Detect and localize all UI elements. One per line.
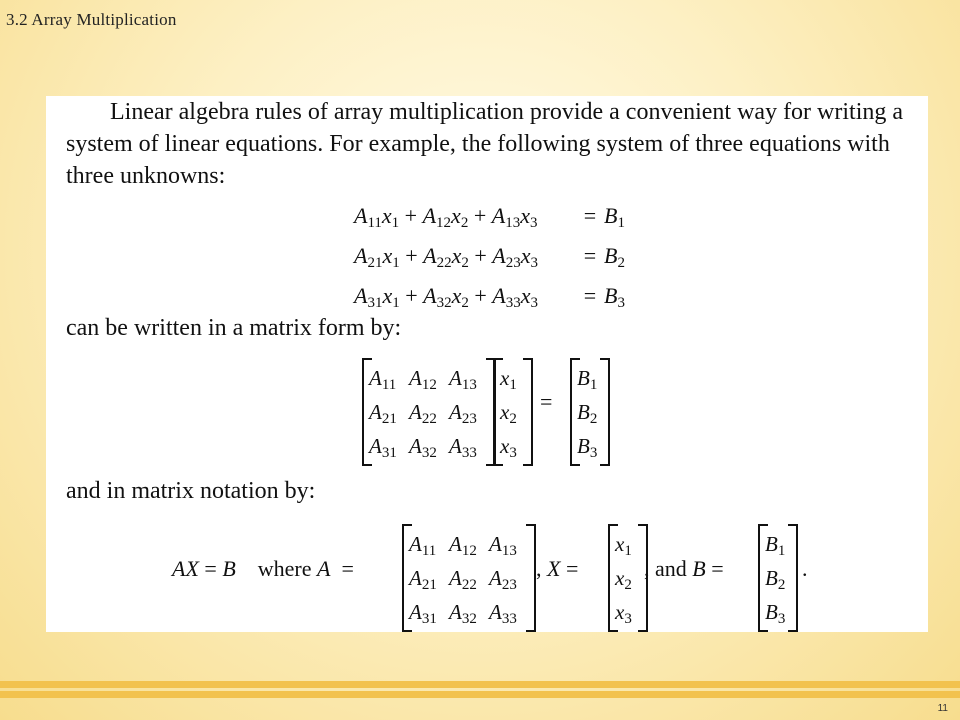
footer-bar [0,681,960,688]
notation-ax-b: AX = B where A = [172,556,354,581]
page-number: 11 [937,703,948,714]
matrix-a: $A_{11}$ $A_{12}$ $A_{13}$ $A_{21}$ $A_{22}$ $A_{23}$ $A_{31}$ $A_{32}$ $A_{33}$ [362,358,496,466]
equation-3: $A_{31}x_1 + A_{32}x_2 + A_{33}x_3$ = $B_3$ [354,283,625,311]
notation-vector-b: $B_1$ $B_2$ $B_3$ [758,524,798,632]
equation-2: $A_{21}x_1 + A_{22}x_2 + A_{23}x_3$ = $B_2$ [354,243,625,271]
paragraph-notation: and in matrix notation by: [66,478,316,504]
vector-b: $B_1$ $B_2$ $B_3$ [570,358,610,466]
paragraph-matrix-form: can be written in a matrix form by: [66,315,402,341]
footer-bar-lower [0,691,960,698]
content-image [46,96,928,632]
equation-system [354,196,625,316]
notation-x-label: , X = [536,556,579,581]
slide-title: 3.2 Array Multiplication [6,10,177,29]
equation-1: $A_{11}x_1 + A_{12}x_2 + A_{13}x_3$ = $B_1$ [354,203,625,231]
equals-sign: = [540,389,553,414]
paragraph-intro: Linear algebra rules of array multiplication provide a convenient way for writing a system of linear equations. For example, the following system of three equations with three unknowns: [66,99,904,189]
notation-b-label: , and B = [644,556,724,581]
vector-x: $x_1$ $x_2$ $x_3$ [493,358,533,466]
notation-period: . [802,556,808,581]
notation-matrix-a: $A_{11}$ $A_{12}$ $A_{13}$ $A_{21}$ $A_{22}$ $A_{23}$ $A_{31}$ $A_{32}$ $A_{33}$ [402,524,536,632]
notation-vector-x: $x_1$ $x_2$ $x_3$ [608,524,648,632]
